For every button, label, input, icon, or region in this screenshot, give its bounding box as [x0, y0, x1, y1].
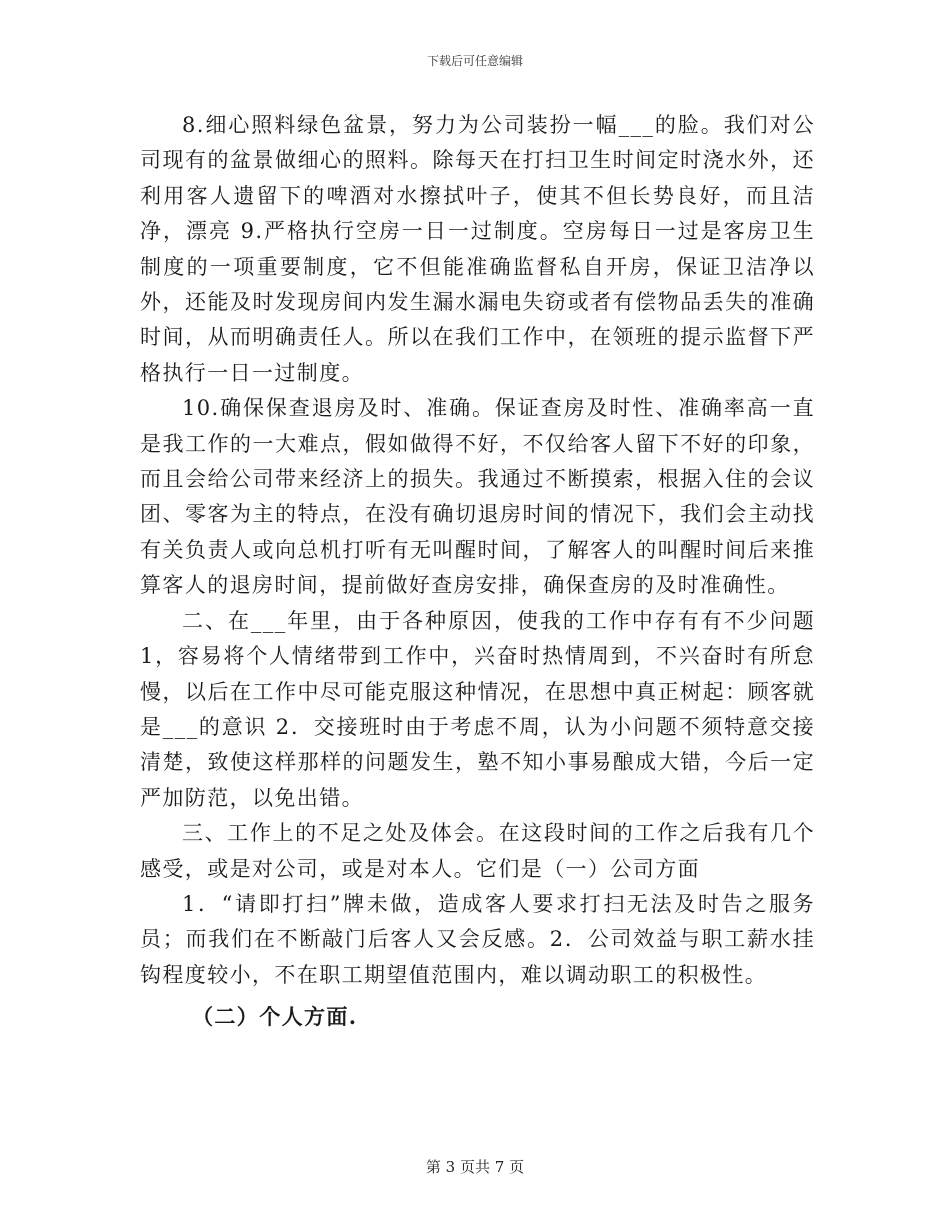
paragraph-company-issues: 1．“请即打扫”牌未做，造成客人要求打扫无法及时告之服务员；而我们在不断敲门后客人又会反感。2．公司效益与职工薪水挂钩程度较小，不在职工期望值范围内，难以调动职工的积极性。	[140, 891, 815, 987]
document-body	[140, 108, 815, 1035]
page-header: 下载后可任意编辑	[426, 54, 523, 68]
paragraph-section-three: 三、工作上的不足之处及体会。在这段时间的工作之后我有几个感受，或是对公司，或是对本人。它们是（一）公司方面	[140, 821, 815, 881]
page-footer: 第 3 页共 7 页	[425, 1158, 525, 1176]
paragraph-item-10: 10.确保保查退房及时、准确。保证查房及时性、准确率高一直是我工作的一大难点，假如做得不好，不仅给客人留下不好的印象，而且会给公司带来经济上的损失。我通过不断摸索，根据入住的会议团、零客为主的特点，在没有确切退房时间的情况下，我们会主动找有关负责人或向总机打听有无叫醒时间，了解客人的叫醒时间后来推算客人的退房时间，提前做好查房安排，确保查房的及时准确性。	[140, 396, 815, 598]
paragraph-section-two: 二、在___年里，由于各种原因，使我的工作中存有有不少问题 1，容易将个人情绪带到工作中，兴奋时热情周到，不兴奋时有所怠慢，以后在工作中尽可能克服这种情况，在思想中真正树起：顾客就是___的意识 2．交接班时由于考虑不周，认为小问题不须特意交接清楚，致使这样那样的问题发生，塾不知小事易酿成大错，今后一定严加防范，以免出错。	[140, 608, 815, 810]
subheading-personal: （二）个人方面.	[192, 1004, 358, 1030]
paragraph-item-8-9: 8.细心照料绿色盆景，努力为公司装扮一幅___的脸。我们对公司现有的盆景做细心的照料。除每天在打扫卫生时间定时浇水外，还利用客人遗留下的啤酒对水擦拭叶子，使其不但长势良好，而且洁净，漂亮 9.严格执行空房一日一过制度。空房每日一过是客房卫生制度的一项重要制度，它不但能准确监督私自开房，保证卫洁净以外，还能及时发现房间内发生漏水漏电失窃或者有偿物品丢失的准确时间，从而明确责任人。所以在我们工作中，在领班的提示监督下严格执行一日一过制度。	[140, 113, 815, 385]
